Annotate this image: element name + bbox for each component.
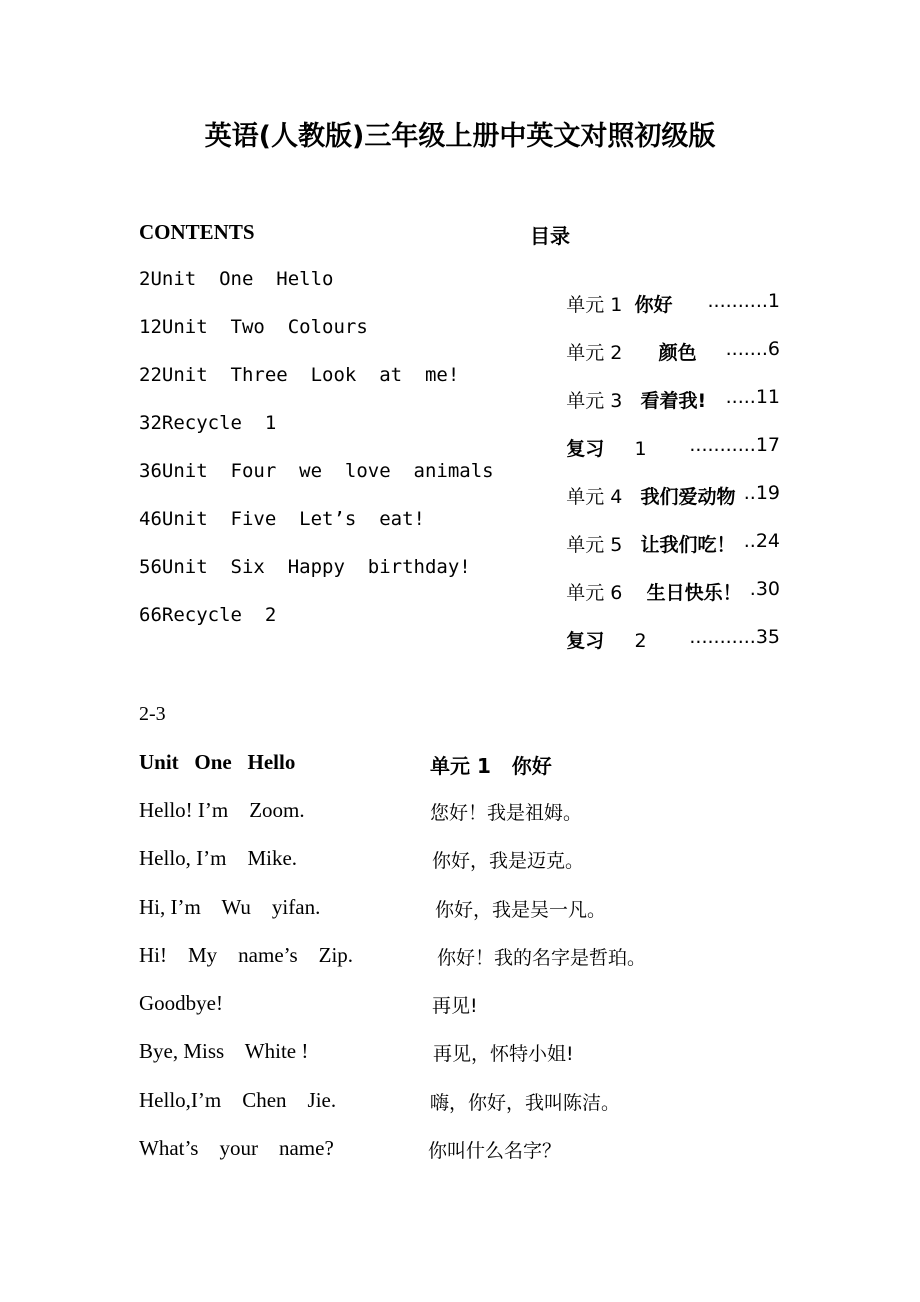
contents-heading-en: CONTENTS (139, 220, 255, 244)
dialogue-line-en: Goodbye! (139, 991, 223, 1015)
contents-row-title: 颜色 (658, 342, 697, 364)
contents-row-title: 你好 (634, 294, 673, 316)
dialogue-line-cn: 嗨，你好，我叫陈洁。 (430, 1092, 621, 1114)
contents-row-label: 复习 (566, 630, 605, 652)
contents-row-leader: .......... (707, 290, 768, 312)
dialogue-line-en: Bye, Miss White ! (139, 1039, 309, 1063)
contents-row-page: 19 (755, 482, 780, 504)
dialogue-line-cn: 你好，我是吴一凡。 (435, 899, 607, 921)
page-reference: 2-3 (139, 703, 166, 725)
contents-row-page: 17 (755, 434, 780, 456)
contents-row-cn (530, 604, 780, 675)
contents-row-page: 30 (755, 578, 780, 600)
dialogue-line-cn: 你叫什么名字？ (428, 1140, 562, 1162)
contents-row-title: 生日快乐！ (646, 582, 742, 604)
lesson-heading-en: Unit One Hello (139, 750, 296, 774)
dialogue-line-en: Hi, I’m Wu yifan. (139, 895, 321, 919)
contents-row-leader: .. (743, 482, 756, 504)
contents-row-label: 单元 5 (566, 534, 623, 556)
contents-row-label: 单元 1 (566, 294, 623, 316)
contents-row-label: 单元 3 (566, 390, 623, 412)
contents-row-title: 我们爱动物 (640, 486, 736, 508)
dialogue-line-en: Hello,I’m Chen Jie. (139, 1088, 337, 1112)
contents-row-label: 复习 (566, 438, 605, 460)
contents-row-page: 11 (755, 386, 780, 408)
dialogue-line-cn: 您好！我是祖姆。 (430, 802, 583, 824)
contents-row-leader: .. (743, 530, 756, 552)
contents-row-title: 1 (634, 438, 647, 460)
dialogue-line-en: Hi! My name’s Zip. (139, 943, 354, 967)
contents-row-label: 单元 6 (566, 582, 623, 604)
contents-row-en: 32Recycle 1 (139, 412, 277, 434)
contents-row-title: 2 (634, 630, 647, 652)
contents-row-en: 56Unit Six Happy birthday! (139, 556, 471, 578)
lesson-heading-cn: 单元 1 你好 (430, 754, 552, 778)
contents-row-title: 看着我! (640, 390, 707, 412)
dialogue-line-cn: 你好，我是迈克。 (432, 850, 585, 872)
contents-row-en: 22Unit Three Look at me! (139, 364, 460, 386)
contents-row-title: 让我们吃！ (640, 534, 736, 556)
contents-heading-cn: 目录 (530, 224, 570, 248)
contents-row-label: 单元 4 (566, 486, 623, 508)
dialogue-line-en: Hello, I’m Mike. (139, 846, 298, 870)
contents-row-leader: ..... (725, 386, 756, 408)
contents-row-leader: ........... (689, 434, 756, 456)
dialogue-line-cn: 你好！我的名字是哲珀。 (437, 947, 647, 969)
contents-row-page: 1 (767, 290, 780, 312)
dialogue-line-en: What’s your name? (139, 1136, 334, 1160)
document-title: 英语(人教版)三年级上册中英文对照初级版 (204, 121, 716, 152)
contents-row-label: 单元 2 (566, 342, 623, 364)
contents-row-en: 12Unit Two Colours (139, 316, 368, 338)
contents-row-leader: ....... (725, 338, 768, 360)
contents-row-en: 66Recycle 2 (139, 604, 277, 626)
contents-row-en: 36Unit Four we love animals (139, 460, 494, 482)
dialogue-line-en: Hello! I’m Zoom. (139, 798, 305, 822)
dialogue-line-cn: 再见，怀特小姐! (433, 1043, 574, 1065)
contents-row-en: 2Unit One Hello (139, 268, 334, 290)
contents-row-leader: . (749, 578, 756, 600)
contents-row-page: 24 (755, 530, 780, 552)
contents-row-page: 6 (767, 338, 780, 360)
contents-row-leader: ........... (689, 626, 756, 648)
contents-row-page: 35 (755, 626, 780, 648)
contents-row-en: 46Unit Five Let’s eat! (139, 508, 425, 530)
dialogue-line-cn: 再见! (432, 995, 478, 1017)
